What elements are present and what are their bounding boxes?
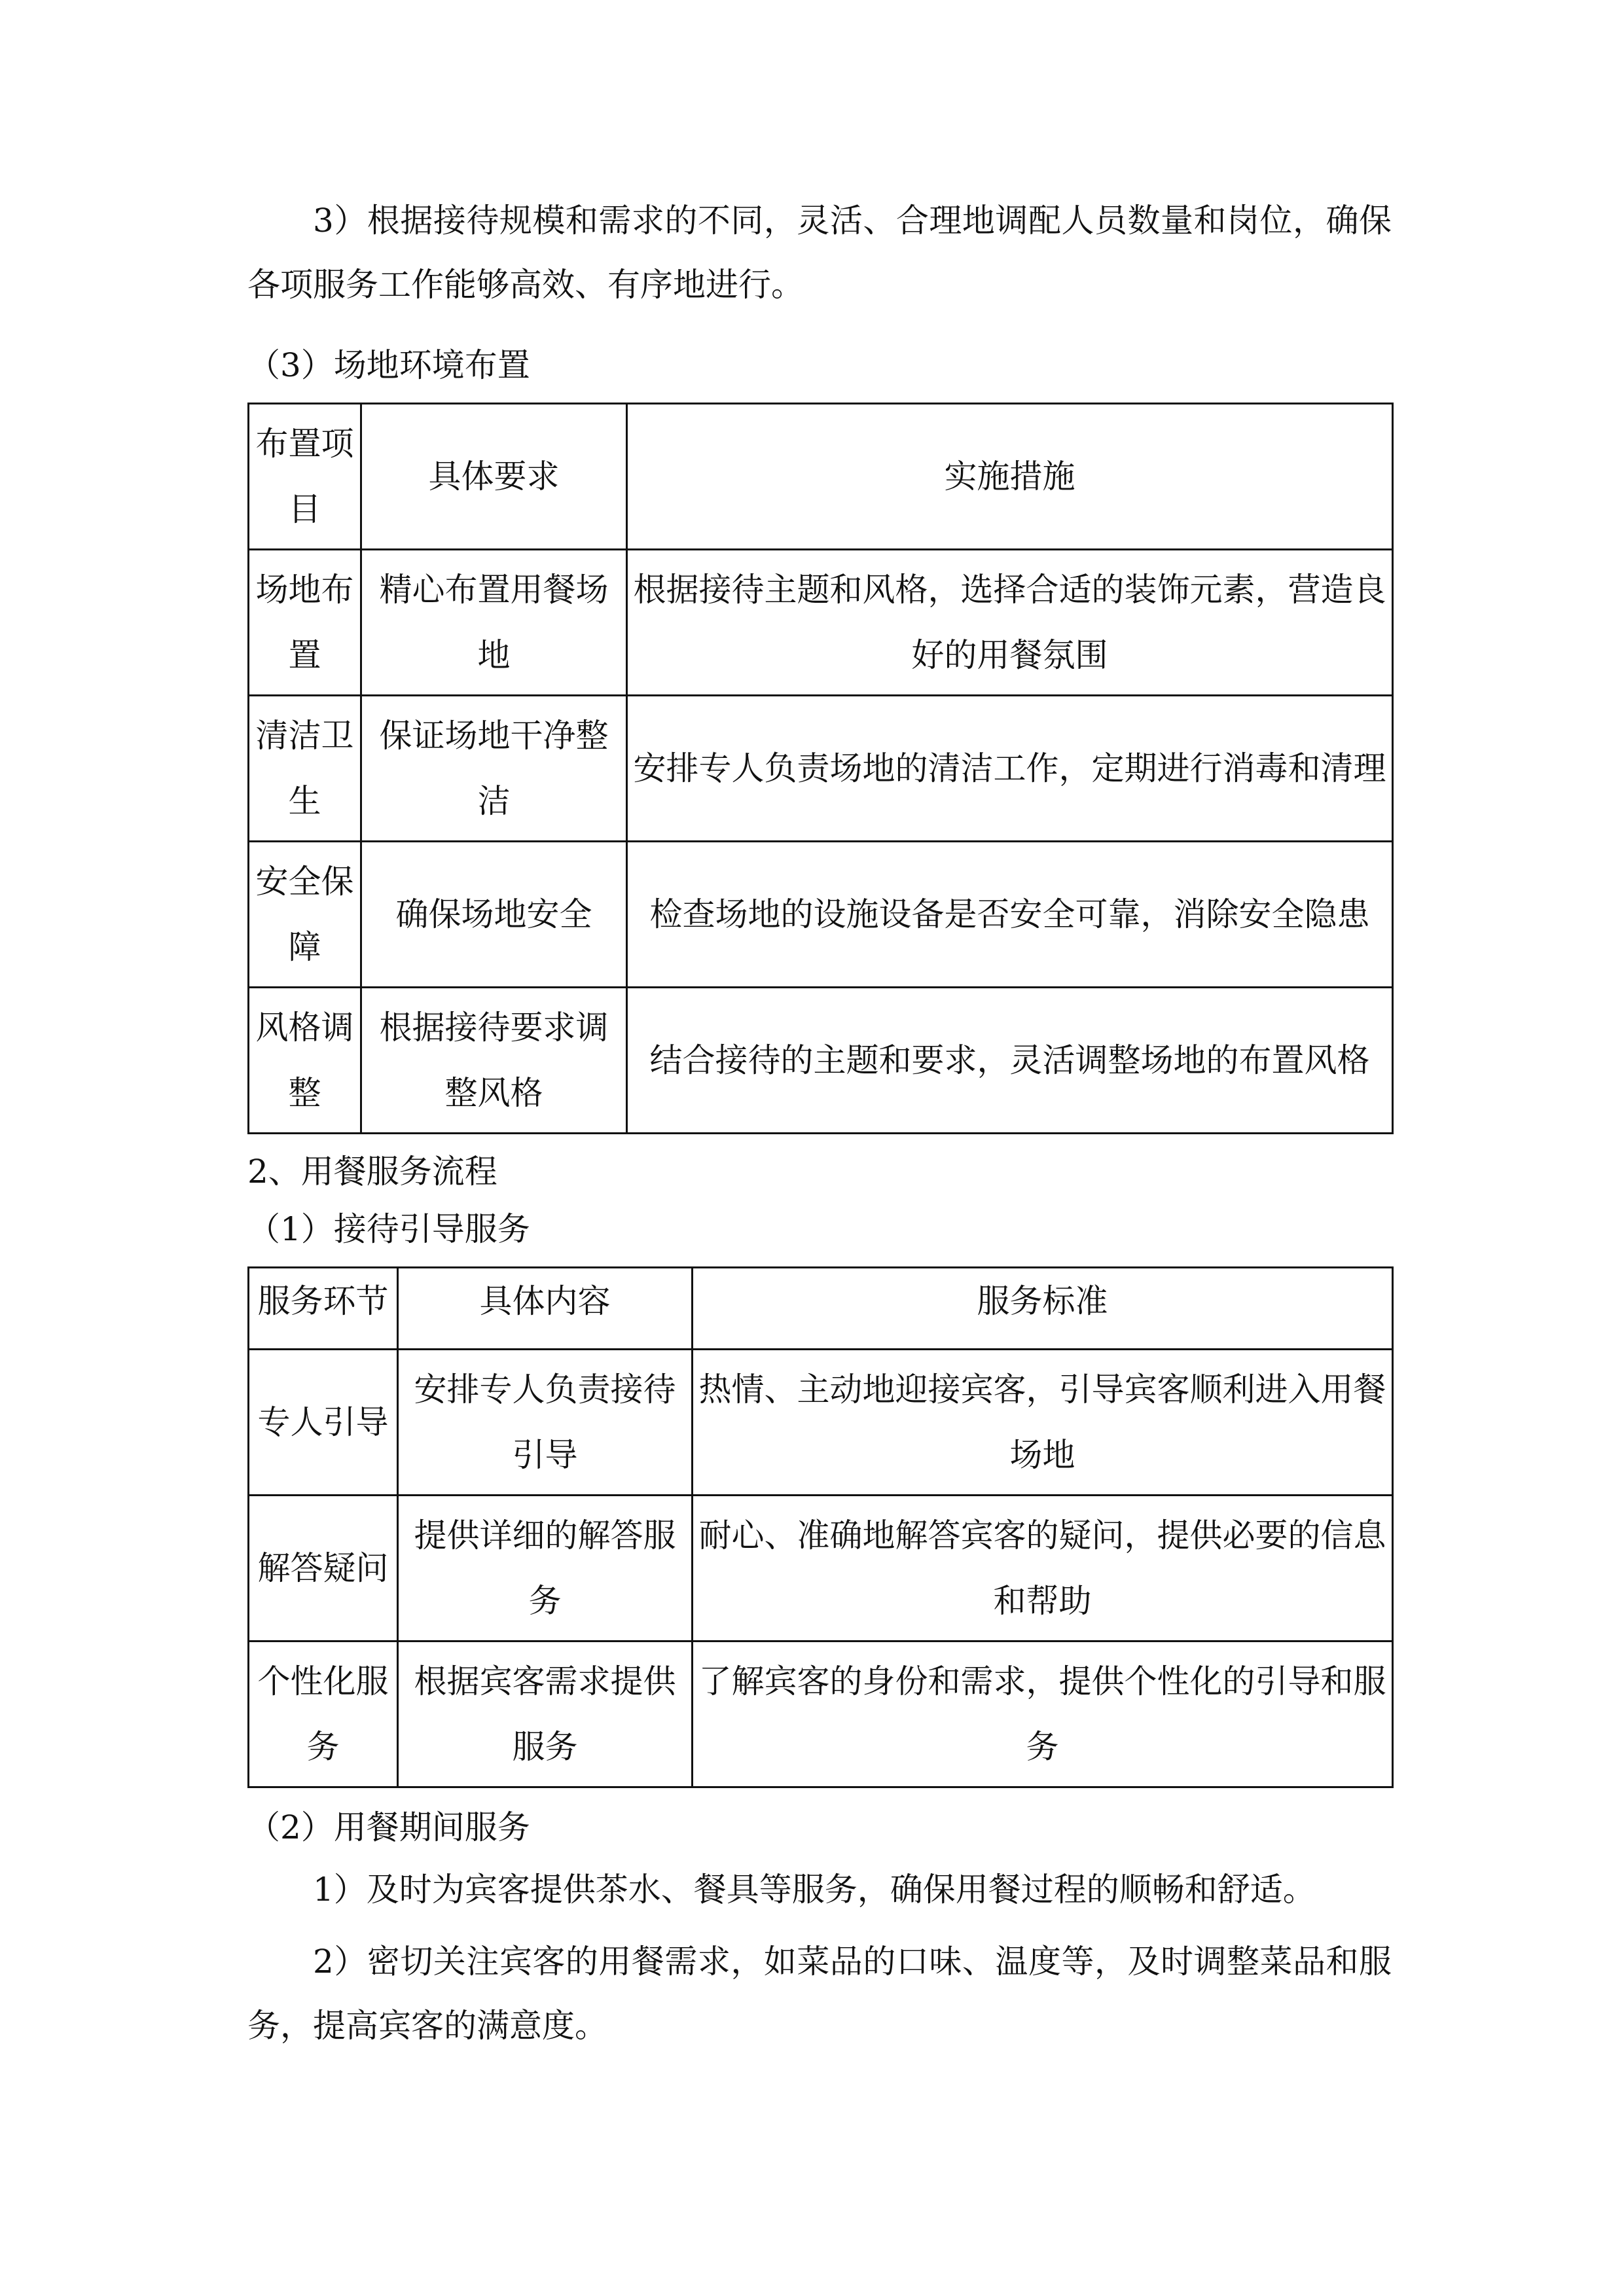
table-row: [249, 988, 1393, 1134]
table-cell: 根据接待主题和风格，选择合适的装饰元素，营造良好的用餐氛围: [627, 550, 1393, 696]
reception-section-heading: （1）接待引导服务: [247, 1210, 530, 1248]
table-cell: 安排专人负责接待引导: [398, 1350, 693, 1496]
table-row: [249, 1641, 1393, 1787]
table-cell: 检查场地的设施设备是否安全可靠，消除安全隐患: [627, 842, 1393, 988]
table-cell: 保证场地干净整洁: [361, 696, 627, 842]
header-cell: 具体要求: [361, 404, 627, 550]
table-cell: 清洁卫生: [249, 696, 361, 842]
table-cell: 场地布置: [249, 550, 361, 696]
table-row: [249, 1350, 1393, 1496]
table-cell: 专人引导: [249, 1350, 398, 1496]
table-cell: 了解宾客的身份和需求，提供个性化的引导和服务: [693, 1641, 1393, 1787]
venue-section-heading: （3）场地环境布置: [247, 346, 530, 384]
dining-item-1: 1）及时为宾客提供茶水、餐具等服务，确保用餐过程的顺畅和舒适。: [313, 1871, 1316, 1909]
table-cell: 安排专人负责场地的清洁工作，定期进行消毒和清理: [627, 696, 1393, 842]
header-cell: 布置项目: [249, 404, 361, 550]
table-cell: 安全保障: [249, 842, 361, 988]
reception-guidance-table: [247, 1266, 1394, 1788]
table-header-row: [249, 404, 1393, 550]
table-cell: 解答疑问: [249, 1496, 398, 1641]
table-row: [249, 550, 1393, 696]
header-cell: 实施措施: [627, 404, 1393, 550]
table-row: [249, 842, 1393, 988]
table-cell: 耐心、准确地解答宾客的疑问，提供必要的信息和帮助: [693, 1496, 1393, 1641]
table-cell: 风格调整: [249, 988, 361, 1134]
table-header-row: [249, 1268, 1393, 1350]
table-cell: 热情、主动地迎接宾客，引导宾客顺利进入用餐场地: [693, 1350, 1393, 1496]
table-row: [249, 696, 1393, 842]
header-cell: 服务环节: [249, 1268, 398, 1350]
venue-layout-table: [247, 403, 1394, 1134]
service-process-heading: 2、用餐服务流程: [247, 1153, 497, 1191]
table-cell: 提供详细的解答服务: [398, 1496, 693, 1641]
dining-item-2: 2）密切关注宾客的用餐需求，如菜品的口味、温度等，及时调整菜品和服务，提高宾客的满意度。: [247, 1943, 1392, 2045]
table-cell: 精心布置用餐场地: [361, 550, 627, 696]
table-cell: 个性化服务: [249, 1641, 398, 1787]
table-cell: 结合接待的主题和要求，灵活调整场地的布置风格: [627, 988, 1393, 1134]
dining-section-heading: （2）用餐期间服务: [247, 1808, 530, 1846]
table-cell: 根据宾客需求提供服务: [398, 1641, 693, 1787]
table-cell: 根据接待要求调整风格: [361, 988, 627, 1134]
table-cell: 确保场地安全: [361, 842, 627, 988]
intro-item-3: 3）根据接待规模和需求的不同，灵活、合理地调配人员数量和岗位，确保各项服务工作能够高效、有序地进行。: [247, 202, 1392, 304]
table-row: [249, 1496, 1393, 1641]
header-cell: 具体内容: [398, 1268, 693, 1350]
header-cell: 服务标准: [693, 1268, 1393, 1350]
